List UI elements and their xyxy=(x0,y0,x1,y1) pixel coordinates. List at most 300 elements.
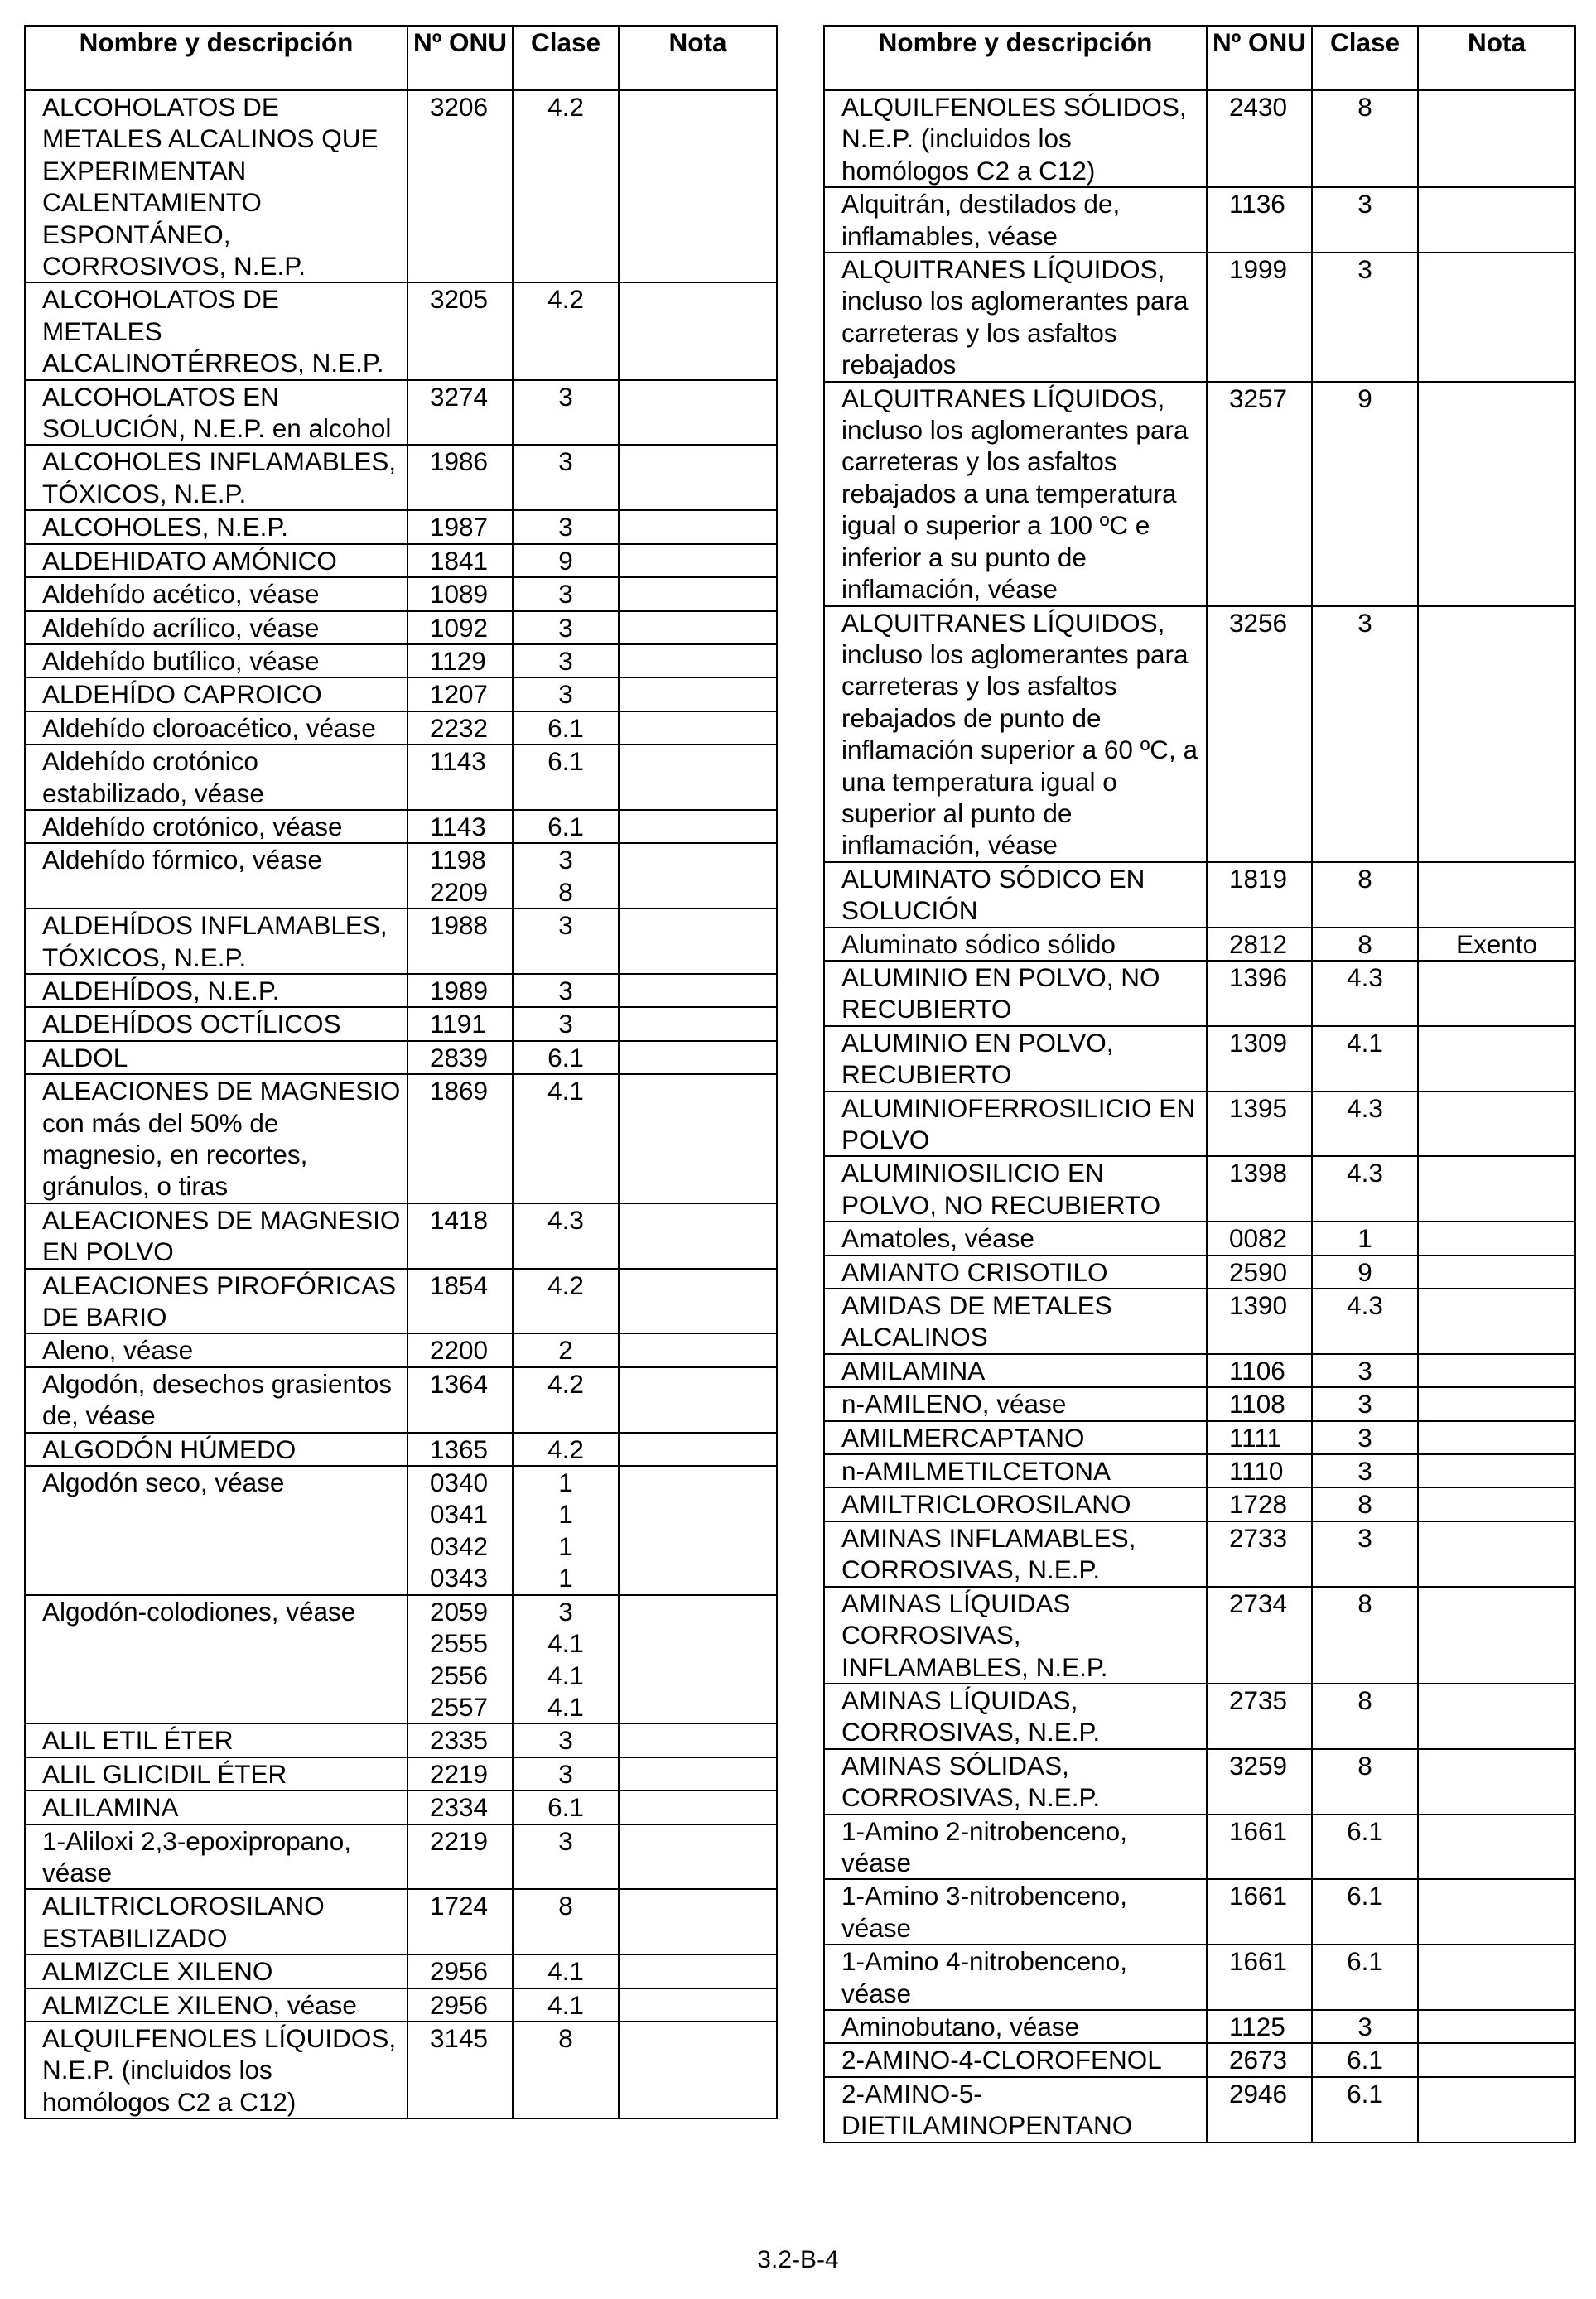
table-row xyxy=(824,1421,1575,1454)
table-row xyxy=(824,2010,1575,2043)
cell-nota xyxy=(619,677,777,711)
cell-nota xyxy=(1418,90,1575,187)
table-row xyxy=(25,1433,777,1466)
cell-onu: 1395 xyxy=(1207,1092,1312,1157)
cell-nombre: ALDEHÍDO CAPROICO xyxy=(25,677,407,711)
cell-clase: 8 xyxy=(1312,1487,1418,1521)
cell-nombre: 1-Aliloxi 2,3-epoxipropano, véase xyxy=(25,1824,407,1890)
table-row xyxy=(25,1007,777,1040)
cell-nombre: ALCOHOLATOS EN SOLUCIÓN, N.E.P. en alcohol xyxy=(25,380,407,446)
cell-clase: 3 xyxy=(513,974,619,1007)
cell-nota xyxy=(619,544,777,577)
cell-onu: 1398 xyxy=(1207,1156,1312,1222)
cell-nota xyxy=(1418,1684,1575,1749)
header-onu: Nº ONU xyxy=(1207,26,1312,90)
cell-clase: 6.1 xyxy=(1312,2043,1418,2076)
cell-onu: 2219 xyxy=(407,1824,513,1890)
cell-onu: 2200 xyxy=(407,1333,513,1366)
cell-nota xyxy=(619,1007,777,1040)
cell-onu: 1987 xyxy=(407,510,513,543)
cell-clase: 4.2 xyxy=(513,1367,619,1433)
page-number: 3.2-B-4 xyxy=(757,2246,839,2273)
cell-onu: 1986 xyxy=(407,445,513,510)
cell-nota xyxy=(1418,1092,1575,1157)
cell-nombre: Aldehído cloroacético, véase xyxy=(25,711,407,745)
cell-nota xyxy=(619,380,777,446)
cell-onu: 2219 xyxy=(407,1757,513,1791)
cell-nombre: ALMIZCLE XILENO xyxy=(25,1954,407,1988)
cell-onu: 1106 xyxy=(1207,1354,1312,1387)
cell-clase: 6.1 xyxy=(1312,1815,1418,1880)
cell-nota xyxy=(619,2022,777,2118)
table-row xyxy=(824,1092,1575,1157)
cell-onu: 2812 xyxy=(1207,928,1312,961)
cell-nombre: ALQUITRANES LÍQUIDOS, incluso los aglomerantes para carreteras y los asfaltos rebajados de punto de inflamación superior a 60 ºC, a una temperatura igual o superior al punto de inflamación, véase xyxy=(824,606,1207,862)
table-row xyxy=(824,253,1575,382)
table-row xyxy=(824,187,1575,253)
table-body-right xyxy=(824,90,1575,2142)
table-row xyxy=(824,1289,1575,1354)
cell-onu: 3274 xyxy=(407,380,513,446)
cell-nombre: Aminobutano, véase xyxy=(824,2010,1207,2043)
table-row xyxy=(824,862,1575,928)
table-row xyxy=(25,810,777,843)
cell-clase: 3 4.1 4.1 4.1 xyxy=(513,1595,619,1724)
cell-nombre: AMILTRICLOROSILANO xyxy=(824,1487,1207,1521)
cell-clase: 8 xyxy=(513,1889,619,1954)
table-row xyxy=(25,445,777,510)
cell-onu: 1365 xyxy=(407,1433,513,1466)
cell-nombre: ALILTRICLOROSILANO ESTABILIZADO xyxy=(25,1889,407,1954)
table-row xyxy=(824,90,1575,187)
cell-clase: 3 xyxy=(513,909,619,974)
cell-nota xyxy=(619,1791,777,1824)
cell-clase: 2 xyxy=(513,1333,619,1366)
table-row xyxy=(25,711,777,745)
cell-onu: 1108 xyxy=(1207,1387,1312,1420)
cell-clase: 8 xyxy=(1312,1749,1418,1815)
cell-clase: 4.2 xyxy=(513,90,619,282)
cell-nota xyxy=(619,577,777,610)
table-row xyxy=(824,1815,1575,1880)
table-row xyxy=(25,1269,777,1334)
cell-clase: 3 xyxy=(513,1757,619,1791)
cell-onu: 3256 xyxy=(1207,606,1312,862)
cell-clase: 6.1 xyxy=(513,1041,619,1074)
cell-onu: 1661 xyxy=(1207,1879,1312,1945)
table-row xyxy=(824,1026,1575,1092)
cell-onu: 1819 xyxy=(1207,862,1312,928)
cell-onu: 2059 2555 2556 2557 xyxy=(407,1595,513,1724)
cell-clase: 4.3 xyxy=(1312,1289,1418,1354)
cell-nombre: n-AMILENO, véase xyxy=(824,1387,1207,1420)
table-row xyxy=(25,1824,777,1890)
cell-onu: 1129 xyxy=(407,644,513,677)
cell-onu: 1988 xyxy=(407,909,513,974)
dangerous-goods-table-right xyxy=(823,25,1576,2143)
table-row xyxy=(25,1074,777,1203)
table-row xyxy=(25,1466,777,1595)
cell-clase: 3 xyxy=(513,445,619,510)
cell-nota xyxy=(619,1595,777,1724)
table-row xyxy=(824,1945,1575,2010)
cell-onu: 1999 xyxy=(1207,253,1312,382)
table-row xyxy=(824,1454,1575,1487)
cell-nota xyxy=(619,1333,777,1366)
table-row xyxy=(824,606,1575,862)
cell-clase: 4.3 xyxy=(513,1203,619,1269)
cell-nota xyxy=(1418,1387,1575,1420)
table-row xyxy=(824,1387,1575,1420)
cell-nombre: ALUMINIO EN POLVO, NO RECUBIERTO xyxy=(824,961,1207,1026)
cell-nombre: AMILAMINA xyxy=(824,1354,1207,1387)
cell-onu: 2735 xyxy=(1207,1684,1312,1749)
cell-nota xyxy=(1418,1487,1575,1521)
cell-clase: 6.1 xyxy=(1312,1879,1418,1945)
cell-clase: 4.3 xyxy=(1312,961,1418,1026)
header-nota: Nota xyxy=(1418,26,1575,90)
table-row xyxy=(25,974,777,1007)
cell-nota xyxy=(619,90,777,282)
table-header-row xyxy=(25,26,777,90)
cell-nota xyxy=(1418,1749,1575,1815)
cell-onu: 3257 xyxy=(1207,382,1312,606)
cell-nombre: ALUMINIOSILICIO EN POLVO, NO RECUBIERTO xyxy=(824,1156,1207,1222)
cell-onu: 3206 xyxy=(407,90,513,282)
table-row xyxy=(25,677,777,711)
cell-onu: 1309 xyxy=(1207,1026,1312,1092)
cell-nombre: ALMIZCLE XILENO, véase xyxy=(25,1988,407,2022)
cell-nombre: ALIL ETIL ÉTER xyxy=(25,1723,407,1757)
table-row xyxy=(25,282,777,379)
header-nota: Nota xyxy=(619,26,777,90)
cell-nota xyxy=(1418,961,1575,1026)
cell-clase: 4.2 xyxy=(513,282,619,379)
cell-onu: 1989 xyxy=(407,974,513,1007)
cell-nota xyxy=(619,1954,777,1988)
cell-onu: 1110 xyxy=(1207,1454,1312,1487)
cell-onu: 1661 xyxy=(1207,1945,1312,2010)
table-body-left xyxy=(25,90,777,2118)
cell-nota xyxy=(1418,1289,1575,1354)
cell-nombre: ALDEHÍDOS INFLAMABLES, TÓXICOS, N.E.P. xyxy=(25,909,407,974)
cell-nota xyxy=(1418,1815,1575,1880)
cell-nombre: 1-Amino 2-nitrobenceno, véase xyxy=(824,1815,1207,1880)
cell-nombre: ALDOL xyxy=(25,1041,407,1074)
table-row xyxy=(25,1203,777,1269)
cell-onu: 2839 xyxy=(407,1041,513,1074)
cell-nota xyxy=(619,1074,777,1203)
cell-onu: 3205 xyxy=(407,282,513,379)
cell-nota xyxy=(619,974,777,1007)
cell-nombre: Alquitrán, destilados de, inflamables, véase xyxy=(824,187,1207,253)
cell-clase: 3 xyxy=(1312,606,1418,862)
table-row xyxy=(25,544,777,577)
cell-onu: 2946 xyxy=(1207,2077,1312,2142)
cell-clase: 6.1 xyxy=(513,1791,619,1824)
cell-nombre: Aldehído fórmico, véase xyxy=(25,843,407,909)
cell-clase: 3 xyxy=(513,644,619,677)
cell-nota xyxy=(619,1041,777,1074)
cell-clase: 4.2 xyxy=(513,1269,619,1334)
cell-nota xyxy=(619,745,777,810)
table-row xyxy=(824,1587,1575,1684)
cell-nombre: ALQUITRANES LÍQUIDOS, incluso los aglomerantes para carreteras y los asfaltos rebajados xyxy=(824,253,1207,382)
table-row xyxy=(824,961,1575,1026)
cell-nombre: ALGODÓN HÚMEDO xyxy=(25,1433,407,1466)
table-row xyxy=(824,1749,1575,1815)
table-row xyxy=(824,2043,1575,2076)
cell-nombre: ALQUITRANES LÍQUIDOS, incluso los aglomerantes para carreteras y los asfaltos rebajados a una temperatura igual o superior a 100 ºC e inferior a su punto de inflamación, véase xyxy=(824,382,1207,606)
table-row xyxy=(824,1684,1575,1749)
cell-nota xyxy=(619,1269,777,1334)
cell-onu: 2232 xyxy=(407,711,513,745)
cell-nota xyxy=(1418,2010,1575,2043)
cell-nombre: AMINAS LÍQUIDAS CORROSIVAS, INFLAMABLES, N.E.P. xyxy=(824,1587,1207,1684)
cell-nombre: Aldehído acrílico, véase xyxy=(25,611,407,644)
table-row xyxy=(25,1954,777,1988)
cell-nota xyxy=(1418,2043,1575,2076)
cell-nombre: 2-AMINO-5-DIETILAMINOPENTANO xyxy=(824,2077,1207,2142)
cell-clase: 8 xyxy=(1312,862,1418,928)
cell-clase: 3 xyxy=(513,677,619,711)
cell-nombre: Algodón, desechos grasientos de, véase xyxy=(25,1367,407,1433)
cell-clase: 1 xyxy=(1312,1222,1418,1255)
header-nombre: Nombre y descripción xyxy=(25,26,407,90)
cell-nombre: ALEACIONES PIROFÓRICAS DE BARIO xyxy=(25,1269,407,1334)
table-row xyxy=(824,1256,1575,1289)
cell-nombre: 1-Amino 3-nitrobenceno, véase xyxy=(824,1879,1207,1945)
table-row xyxy=(824,1487,1575,1521)
table-row xyxy=(25,644,777,677)
cell-nota xyxy=(1418,1521,1575,1587)
cell-onu: 1724 xyxy=(407,1889,513,1954)
cell-nombre: ALQUILFENOLES LÍQUIDOS, N.E.P. (incluidos los homólogos C2 a C12) xyxy=(25,2022,407,2118)
cell-onu: 1125 xyxy=(1207,2010,1312,2043)
cell-nota xyxy=(619,843,777,909)
cell-onu: 1364 xyxy=(407,1367,513,1433)
table-row xyxy=(824,1156,1575,1222)
table-row xyxy=(25,843,777,909)
cell-clase: 4.1 xyxy=(513,1988,619,2022)
cell-clase: 8 xyxy=(1312,90,1418,187)
table-row xyxy=(25,1791,777,1824)
cell-onu: 2956 xyxy=(407,1954,513,1988)
cell-nombre: ALEACIONES DE MAGNESIO con más del 50% de magnesio, en recortes, gránulos, o tiras xyxy=(25,1074,407,1203)
cell-nota xyxy=(619,1824,777,1890)
cell-nombre: Amatoles, véase xyxy=(824,1222,1207,1255)
cell-nombre: ALCOHOLES, N.E.P. xyxy=(25,510,407,543)
table-row xyxy=(25,909,777,974)
cell-nota xyxy=(619,1466,777,1595)
cell-nota xyxy=(619,711,777,745)
cell-onu: 1854 xyxy=(407,1269,513,1334)
cell-nombre: 2-AMINO-4-CLOROFENOL xyxy=(824,2043,1207,2076)
table-row xyxy=(25,380,777,446)
cell-nota xyxy=(1418,253,1575,382)
cell-nota xyxy=(619,1203,777,1269)
cell-nombre: ALUMINATO SÓDICO EN SOLUCIÓN xyxy=(824,862,1207,928)
cell-clase: 3 xyxy=(1312,1354,1418,1387)
cell-clase: 4.1 xyxy=(513,1954,619,1988)
cell-clase: 3 xyxy=(1312,1521,1418,1587)
cell-nota xyxy=(619,1433,777,1466)
cell-nota xyxy=(619,1723,777,1757)
cell-nota xyxy=(1418,606,1575,862)
cell-clase: 6.1 xyxy=(513,745,619,810)
cell-nombre: AMINAS INFLAMABLES, CORROSIVAS, N.E.P. xyxy=(824,1521,1207,1587)
cell-clase: 8 xyxy=(1312,1684,1418,1749)
table-row xyxy=(25,1988,777,2022)
cell-clase: 3 xyxy=(513,510,619,543)
cell-nota xyxy=(619,909,777,974)
cell-clase: 1 1 1 1 xyxy=(513,1466,619,1595)
cell-onu: 1869 xyxy=(407,1074,513,1203)
cell-nota xyxy=(619,282,777,379)
header-onu: Nº ONU xyxy=(407,26,513,90)
cell-nota xyxy=(1418,187,1575,253)
cell-nombre: ALDEHÍDOS, N.E.P. xyxy=(25,974,407,1007)
cell-onu: 1198 2209 xyxy=(407,843,513,909)
cell-clase: 4.3 xyxy=(1312,1092,1418,1157)
cell-clase: 6.1 xyxy=(1312,2077,1418,2142)
cell-clase: 9 xyxy=(1312,382,1418,606)
cell-onu: 0340 0341 0342 0343 xyxy=(407,1466,513,1595)
cell-clase: 4.1 xyxy=(1312,1026,1418,1092)
cell-nombre: AMILMERCAPTANO xyxy=(824,1421,1207,1454)
cell-onu: 1136 xyxy=(1207,187,1312,253)
table-row xyxy=(25,2022,777,2118)
cell-clase: 9 xyxy=(1312,1256,1418,1289)
cell-onu: 1191 xyxy=(407,1007,513,1040)
cell-clase: 3 xyxy=(513,1824,619,1890)
cell-clase: 3 xyxy=(513,1723,619,1757)
cell-clase: 3 xyxy=(513,611,619,644)
table-row xyxy=(25,1757,777,1791)
cell-nombre: ALUMINIO EN POLVO, RECUBIERTO xyxy=(824,1026,1207,1092)
cell-nombre: AMINAS SÓLIDAS, CORROSIVAS, N.E.P. xyxy=(824,1749,1207,1815)
cell-nombre: ALDEHÍDOS OCTÍLICOS xyxy=(25,1007,407,1040)
cell-nombre: Aluminato sódico sólido xyxy=(824,928,1207,961)
table-row xyxy=(25,1889,777,1954)
cell-clase: 4.1 xyxy=(513,1074,619,1203)
table-row xyxy=(25,577,777,610)
cell-onu: 1418 xyxy=(407,1203,513,1269)
table-header-row xyxy=(824,26,1575,90)
cell-nota xyxy=(1418,1222,1575,1255)
table-row xyxy=(824,2077,1575,2142)
cell-clase: 3 xyxy=(513,380,619,446)
cell-clase: 4.2 xyxy=(513,1433,619,1466)
cell-nota xyxy=(619,445,777,510)
table-row xyxy=(25,745,777,810)
cell-onu: 1390 xyxy=(1207,1289,1312,1354)
cell-onu: 0082 xyxy=(1207,1222,1312,1255)
cell-nombre: ALQUILFENOLES SÓLIDOS, N.E.P. (incluidos los homólogos C2 a C12) xyxy=(824,90,1207,187)
cell-nota xyxy=(1418,1421,1575,1454)
cell-clase: 3 xyxy=(513,577,619,610)
cell-nota xyxy=(619,1367,777,1433)
cell-nota xyxy=(619,1988,777,2022)
cell-nombre: n-AMILMETILCETONA xyxy=(824,1454,1207,1487)
cell-nombre: Aleno, véase xyxy=(25,1333,407,1366)
cell-clase: 9 xyxy=(513,544,619,577)
cell-nota xyxy=(619,644,777,677)
cell-nombre: Aldehído crotónico estabilizado, véase xyxy=(25,745,407,810)
cell-onu: 1841 xyxy=(407,544,513,577)
cell-onu: 3259 xyxy=(1207,1749,1312,1815)
cell-nombre: ALCOHOLATOS DE METALES ALCALINOS QUE EXPERIMENTAN CALENTAMIENTO ESPONTÁNEO, CORROSIVOS, N.E.P. xyxy=(25,90,407,282)
cell-nombre: AMINAS LÍQUIDAS, CORROSIVAS, N.E.P. xyxy=(824,1684,1207,1749)
cell-clase: 3 xyxy=(1312,1387,1418,1420)
cell-onu: 1089 xyxy=(407,577,513,610)
cell-clase: 3 xyxy=(1312,253,1418,382)
cell-nota xyxy=(1418,1454,1575,1487)
cell-nota xyxy=(1418,1026,1575,1092)
cell-clase: 3 8 xyxy=(513,843,619,909)
table-row xyxy=(25,1333,777,1366)
cell-clase: 8 xyxy=(1312,928,1418,961)
cell-clase: 3 xyxy=(513,1007,619,1040)
cell-nota xyxy=(1418,1879,1575,1945)
cell-onu: 2673 xyxy=(1207,2043,1312,2076)
table-row xyxy=(824,1879,1575,1945)
cell-nota xyxy=(1418,1945,1575,2010)
cell-onu: 2335 xyxy=(407,1723,513,1757)
cell-nota xyxy=(619,510,777,543)
cell-clase: 6.1 xyxy=(513,810,619,843)
cell-onu: 1728 xyxy=(1207,1487,1312,1521)
table-row xyxy=(824,1354,1575,1387)
cell-onu: 2956 xyxy=(407,1988,513,2022)
cell-onu: 1207 xyxy=(407,677,513,711)
table-row xyxy=(25,1041,777,1074)
cell-nombre: 1-Amino 4-nitrobenceno, véase xyxy=(824,1945,1207,2010)
cell-clase: 6.1 xyxy=(513,711,619,745)
cell-nombre: ALILAMINA xyxy=(25,1791,407,1824)
cell-nota xyxy=(619,1889,777,1954)
cell-nombre: ALDEHIDATO AMÓNICO xyxy=(25,544,407,577)
cell-nombre: AMIDAS DE METALES ALCALINOS xyxy=(824,1289,1207,1354)
header-clase: Clase xyxy=(1312,26,1418,90)
table-row xyxy=(25,510,777,543)
cell-nombre: ALCOHOLATOS DE METALES ALCALINOTÉRREOS, N.E.P. xyxy=(25,282,407,379)
cell-clase: 4.3 xyxy=(1312,1156,1418,1222)
table-row xyxy=(25,1367,777,1433)
cell-nombre: ALCOHOLES INFLAMABLES, TÓXICOS, N.E.P. xyxy=(25,445,407,510)
header-nombre: Nombre y descripción xyxy=(824,26,1207,90)
cell-nota xyxy=(1418,1256,1575,1289)
cell-nombre: Aldehído butílico, véase xyxy=(25,644,407,677)
header-clase: Clase xyxy=(513,26,619,90)
table-row xyxy=(824,1521,1575,1587)
cell-nota xyxy=(619,810,777,843)
cell-nota xyxy=(1418,862,1575,928)
cell-nota: Exento xyxy=(1418,928,1575,961)
cell-nota xyxy=(1418,1156,1575,1222)
cell-clase: 3 xyxy=(1312,187,1418,253)
cell-clase: 6.1 xyxy=(1312,1945,1418,2010)
table-row xyxy=(25,611,777,644)
cell-onu: 1661 xyxy=(1207,1815,1312,1880)
cell-nota xyxy=(619,1757,777,1791)
cell-clase: 8 xyxy=(1312,1587,1418,1684)
cell-nombre: Aldehído acético, véase xyxy=(25,577,407,610)
table-row xyxy=(25,90,777,282)
cell-nota xyxy=(1418,2077,1575,2142)
cell-nota xyxy=(1418,382,1575,606)
cell-nombre: Aldehído crotónico, véase xyxy=(25,810,407,843)
